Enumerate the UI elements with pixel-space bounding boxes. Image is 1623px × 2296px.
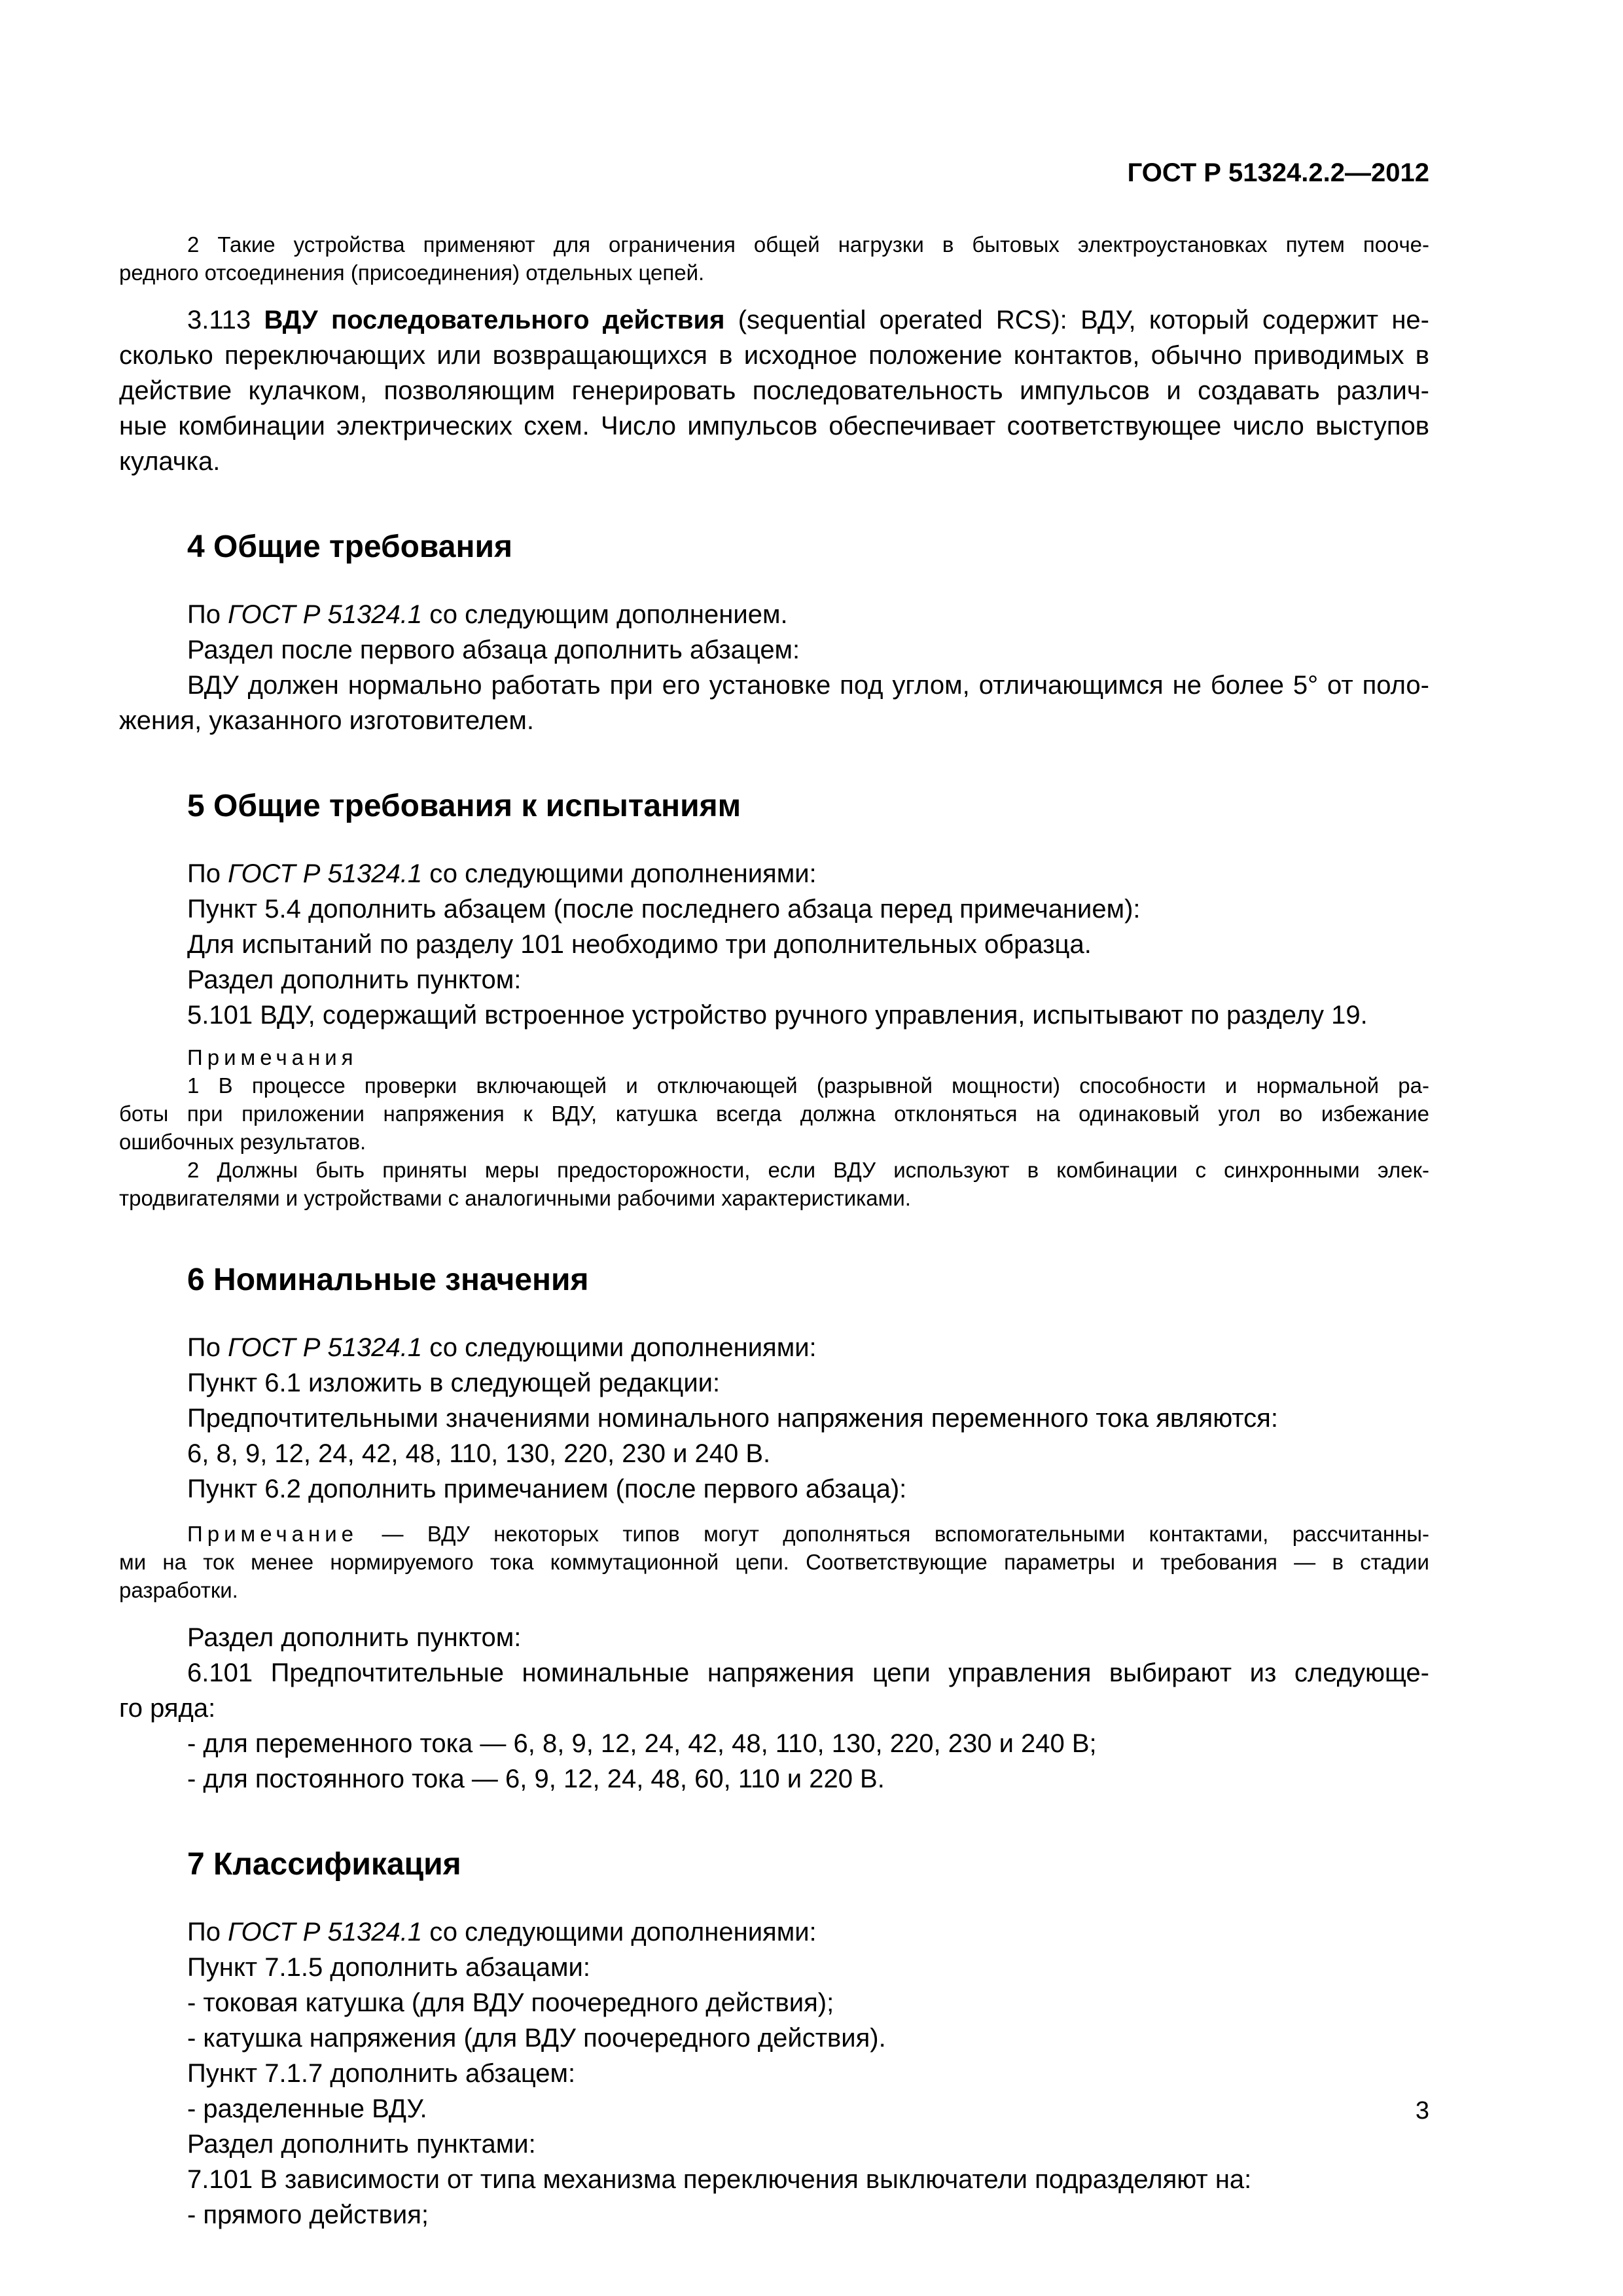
section-7-heading: 7 Классификация [187, 1847, 461, 1882]
sec5-line-5: 5.101 ВДУ, содержащий встроенное устройство ручного управления, испытывают по разделу 19. [187, 1001, 1368, 1030]
note-2-line-2: редного отсоединения (присоединения) отдельных цепей. [119, 260, 705, 285]
sec5-line-1 [119, 856, 1429, 891]
sec5-note-1-line-3: ошибочных результатов. [119, 1130, 366, 1154]
sec7-line-6: - разделенные ВДУ. [187, 2094, 427, 2123]
sec6-line-7: 6.101 Предпочтительные номинальные напряжения цепи управления выбирают из следующе- [187, 1659, 1429, 1687]
sec5-note-1-line-2: боты при приложении напряжения к ВДУ, катушка всегда должна отклоняться на одинаковый угол во избежание [119, 1102, 1429, 1126]
section-4-heading: 4 Общие требования [187, 529, 512, 564]
clause-3-113-line-1 [119, 302, 1429, 338]
standard-reference: ГОСТ Р 51324.1 [228, 1918, 423, 1946]
document-header: ГОСТ Р 51324.2.2—2012 [1127, 158, 1429, 187]
sec7-line-3: - токовая катушка (для ВДУ поочередного действия); [187, 1988, 834, 2017]
sec4-line-3: ВДУ должен нормально работать при его установке под углом, отличающимся не более 5° от поло- [187, 671, 1429, 700]
clause-3-113-line-4: ные комбинации электрических схем. Число импульсов обеспечивает соответствующее число выступов [119, 412, 1429, 440]
sec6-line-1 [119, 1330, 1429, 1365]
page-content [119, 230, 1429, 2233]
sec7-line-5: Пункт 7.1.7 дополнить абзацем: [187, 2059, 576, 2088]
text: со следующими дополнениями: [422, 1333, 817, 1362]
section-6-heading: 6 Номинальные значения [187, 1263, 589, 1297]
sec7-line-8: 7.101 В зависимости от типа механизма переключения выключатели подразделяют на: [187, 2165, 1252, 2194]
sec4-line-2: Раздел после первого абзаца дополнить абзацем: [187, 636, 800, 664]
sec7-line-2: Пункт 7.1.5 дополнить абзацами: [187, 1953, 590, 1982]
clause-3-113-line-3: действие кулачком, позволяющим генерировать последовательность импульсов и создавать различ- [119, 376, 1429, 405]
sec7-line-1 [119, 1914, 1429, 1950]
text: со следующими дополнениями: [422, 1918, 817, 1946]
text: — ВДУ некоторых типов могут дополняться вспомогательными контактами, рассчитанны- [358, 1522, 1429, 1546]
section-5-heading: 5 Общие требования к испытаниям [187, 789, 741, 823]
sec6-line-4: 6, 8, 9, 12, 24, 42, 48, 110, 130, 220, 230 и 240 В. [187, 1439, 771, 1468]
sec5-line-2: Пункт 5.4 дополнить абзацем (после последнего абзаца перед примечанием): [187, 895, 1141, 924]
sec6-line-5: Пункт 6.2 дополнить примечанием (после первого абзаца): [187, 1475, 907, 1503]
sec6-note-line-1 [119, 1520, 1429, 1548]
clause-3-113-line-2: сколько переключающих или возвращающихся в исходное положение контактов, обычно приводимых в [119, 341, 1429, 370]
sec5-note-1-line-1: 1 В процессе проверки включающей и отключающей (разрывной мощности) способности и нормальной ра- [187, 1073, 1429, 1098]
sec6-line-2: Пункт 6.1 изложить в следующей редакции: [187, 1369, 721, 1397]
sec6-line-10: - для постоянного тока — 6, 9, 12, 24, 48, 60, 110 и 220 В. [187, 1765, 885, 1793]
text: По [187, 1333, 228, 1362]
sec7-line-7: Раздел дополнить пунктами: [187, 2130, 536, 2159]
sec4-line-1 [119, 597, 1429, 632]
text: По [187, 859, 228, 888]
notes-title: Примечания [187, 1045, 358, 1069]
sec5-note-2-line-1: 2 Должны быть приняты меры предосторожности, если ВДУ используют в комбинации с синхронными элек- [187, 1158, 1429, 1182]
sec5-line-4: Раздел дополнить пунктом: [187, 965, 522, 994]
clause-number: 3.113 [187, 306, 264, 334]
sec6-note-line-2: ми на ток менее нормируемого тока коммутационной цепи. Соответствующие параметры и требования — в стадии [119, 1550, 1429, 1574]
defined-term: ВДУ последовательного действия [264, 306, 725, 334]
text: со следующим дополнением. [422, 600, 788, 629]
standard-reference: ГОСТ Р 51324.1 [228, 859, 423, 888]
note-2-line-1: 2 Такие устройства применяют для ограничения общей нагрузки в бытовых электроустановках путем поoче- [187, 232, 1429, 257]
page-number: 3 [1415, 2097, 1429, 2125]
standard-reference: ГОСТ Р 51324.1 [228, 600, 423, 629]
text: По [187, 1918, 228, 1946]
sec7-line-4: - катушка напряжения (для ВДУ поочередного действия). [187, 2024, 886, 2053]
sec6-note-line-3: разработки. [119, 1578, 238, 1602]
sec6-line-3: Предпочтительными значениями номинального напряжения переменного тока являются: [187, 1404, 1278, 1433]
clause-text: (sequential operated RCS): ВДУ, который содержит не- [724, 306, 1429, 334]
text: По [187, 600, 228, 629]
note-label: Примечание [187, 1522, 359, 1546]
sec7-line-9: - прямого действия; [187, 2200, 429, 2229]
sec5-note-2-line-2: тродвигателями и устройствами с аналогичными рабочими характеристиками. [119, 1186, 911, 1210]
sec5-line-3: Для испытаний по разделу 101 необходимо три дополнительных образца. [187, 930, 1092, 959]
sec4-line-4: жения, указанного изготовителем. [119, 706, 535, 735]
sec6-line-9: - для переменного тока — 6, 8, 9, 12, 24, 42, 48, 110, 130, 220, 230 и 240 В; [187, 1729, 1097, 1758]
text: со следующими дополнениями: [422, 859, 817, 888]
sec6-line-6: Раздел дополнить пунктом: [187, 1623, 522, 1652]
sec6-line-8: го ряда: [119, 1694, 216, 1723]
clause-3-113-line-5: кулачка. [119, 447, 221, 476]
standard-reference: ГОСТ Р 51324.1 [228, 1333, 423, 1362]
